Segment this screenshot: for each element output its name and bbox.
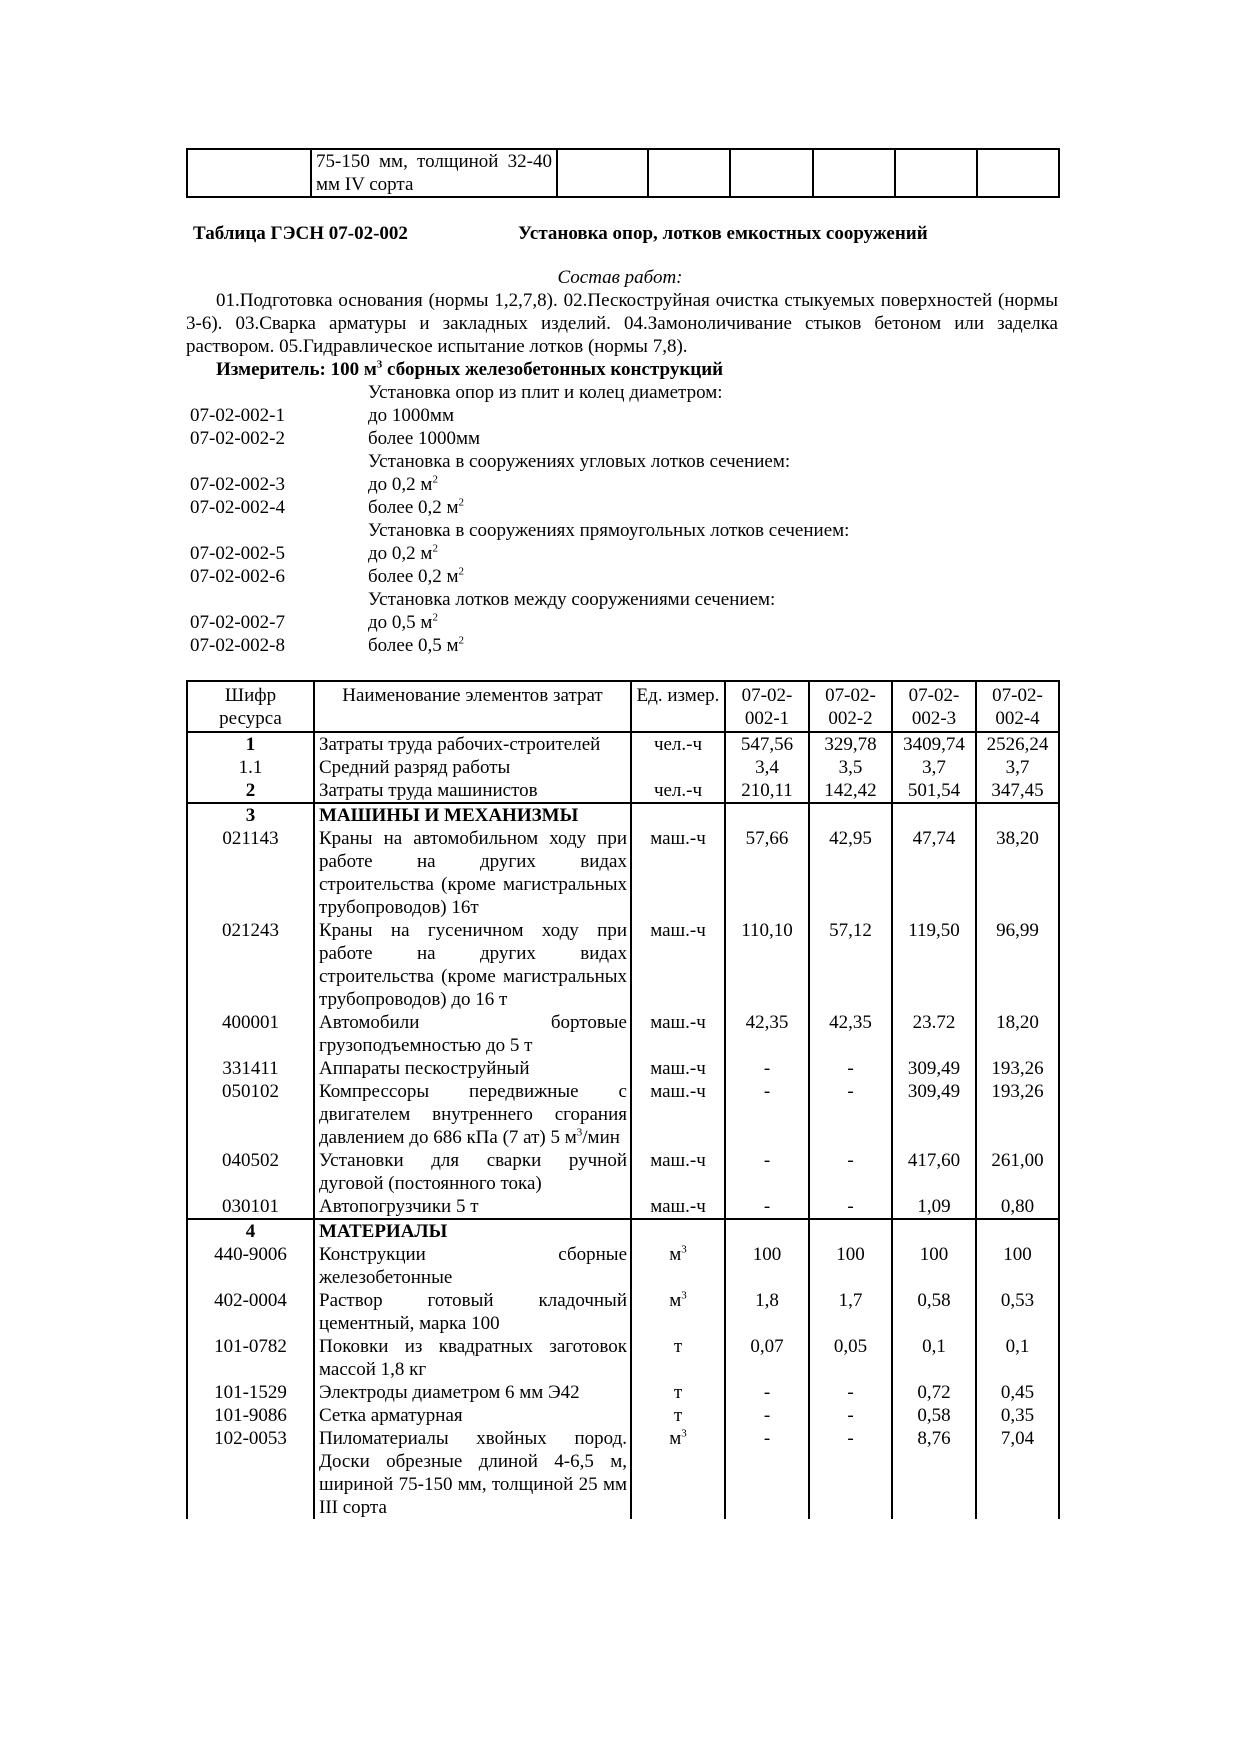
norm-description — [368, 404, 454, 427]
norm-description — [368, 473, 438, 496]
unit-text: м — [669, 1428, 682, 1449]
norm-code: 07-02-002-4 — [190, 497, 285, 518]
measure-unit — [216, 358, 723, 381]
norm-value: 210,11 — [725, 779, 809, 803]
resource-code: 331411 — [187, 1057, 314, 1080]
norm-description-text: более 0,2 м — [368, 497, 459, 518]
value-cell — [648, 149, 730, 197]
resource-name: Краны на автомобильном ходу при работе на других видах строительства (кроме магистральных трубопроводов) 16т — [314, 827, 631, 919]
unit-of-measure — [631, 1335, 725, 1381]
unit-text: маш.-ч — [650, 1058, 706, 1079]
resource-code: 4 — [187, 1219, 314, 1243]
table-row — [187, 1195, 1059, 1219]
unit-of-measure — [631, 1195, 725, 1219]
norm-value: 47,74 — [892, 827, 976, 919]
norm-value — [892, 803, 976, 827]
unit-of-measure — [631, 779, 725, 803]
unit-of-measure — [631, 919, 725, 1011]
unit-text: т — [673, 1405, 683, 1426]
resource-name: Пиломатериалы хвойных пород. Доски обрезные длиной 4-6,5 м, шириной 75-150 мм, толщиной 25 мм III сорта — [314, 1427, 631, 1519]
resource-code: 400001 — [187, 1011, 314, 1057]
norm-value: 501,54 — [892, 779, 976, 803]
resource-code: 3 — [187, 803, 314, 827]
norm-description — [368, 519, 849, 542]
table-row — [187, 1289, 1059, 1335]
resource-name: Средний разряд работы — [314, 756, 631, 779]
resource-code: 1.1 — [187, 756, 314, 779]
norm-value: 57,66 — [725, 827, 809, 919]
unit-of-measure — [631, 1381, 725, 1404]
norm-value — [809, 1219, 892, 1243]
norm-description-text: более 0,2 м — [368, 566, 459, 587]
norm-description — [368, 565, 464, 588]
composition-title: Состав работ: — [557, 267, 683, 288]
code-cell — [187, 149, 311, 197]
norm-group-title — [190, 381, 1060, 404]
value-cell — [977, 149, 1059, 197]
norm-value: 0,53 — [976, 1289, 1059, 1335]
resource-name: Установки для сварки ручной дуговой (постоянного тока) — [314, 1149, 631, 1195]
norm-value: - — [809, 1404, 892, 1427]
unit-of-measure — [631, 803, 725, 827]
resource-code: 402-0004 — [187, 1289, 314, 1335]
norm-codes-list — [190, 381, 1060, 657]
unit-text: маш.-ч — [650, 1012, 706, 1033]
resource-code: 101-1529 — [187, 1381, 314, 1404]
norm-value: - — [809, 1057, 892, 1080]
resource-name: Краны на гусеничном ходу при работе на других видах строительства (кроме магистральных трубопроводов) до 16 т — [314, 919, 631, 1011]
table-row — [187, 803, 1059, 827]
unit-of-measure — [631, 1149, 725, 1195]
table-row — [187, 1404, 1059, 1427]
unit-of-measure — [631, 732, 725, 756]
unit-of-measure — [631, 1289, 725, 1335]
continuation-table — [186, 148, 1060, 198]
unit-of-measure — [631, 1427, 725, 1519]
norm-description-text: до 1000мм — [368, 405, 454, 426]
unit-superscript: 2 — [432, 473, 438, 486]
resource-code: 030101 — [187, 1195, 314, 1219]
norm-value — [725, 1219, 809, 1243]
norm-value: 547,56 — [725, 732, 809, 756]
norm-value: 329,78 — [809, 732, 892, 756]
norm-value: 23.72 — [892, 1011, 976, 1057]
norm-value: 347,45 — [976, 779, 1059, 803]
norm-value: 38,20 — [976, 827, 1059, 919]
norm-description-text: Установка лотков между сооружениями сечением: — [368, 589, 776, 610]
norm-value: 42,95 — [809, 827, 892, 919]
norm-value: - — [809, 1149, 892, 1195]
norm-value — [892, 1219, 976, 1243]
norm-value: 42,35 — [809, 1011, 892, 1057]
norm-value: - — [725, 1057, 809, 1080]
table-row — [187, 1381, 1059, 1404]
resource-name: Затраты труда рабочих-строителей — [314, 732, 631, 756]
norm-value — [976, 803, 1059, 827]
unit-superscript: 3 — [681, 1427, 687, 1440]
norm-description — [368, 634, 464, 657]
norm-code-item — [190, 611, 1060, 634]
unit-text: чел.-ч — [653, 780, 703, 801]
norm-value: - — [725, 1149, 809, 1195]
norm-description-text: более 1000мм — [368, 428, 481, 449]
norm-value: 100 — [976, 1243, 1059, 1289]
norm-description-text: до 0,2 м — [368, 543, 433, 564]
table-row — [187, 756, 1059, 779]
composition-text: 01.Подготовка основания (нормы 1,2,7,8). 02.Пескоструйная очистка стыкуемых поверхностей (нормы 3-6). 03.Сварка арматуры и закладных изделий. 04.Замоноличивание стыков бетоном или заделка раствором. 05.Гидравлическое испытание лотков (нормы 7,8). — [186, 290, 1058, 357]
norm-description — [368, 427, 480, 450]
resource-name: Автопогрузчики 5 т — [314, 1195, 631, 1219]
norm-value: 42,35 — [725, 1011, 809, 1057]
norm-value: 0,45 — [976, 1381, 1059, 1404]
norm-value: 1,8 — [725, 1289, 809, 1335]
resource-name: Поковки из квадратных заготовок массой 1,8 кг — [314, 1335, 631, 1381]
header-name: Наименование элементов затрат — [314, 681, 631, 732]
norm-code: 07-02-002-3 — [190, 474, 285, 495]
norm-value: 0,72 — [892, 1381, 976, 1404]
norm-code: 07-02-002-8 — [190, 635, 285, 656]
unit-of-measure — [631, 1219, 725, 1243]
unit-superscript: 3 — [681, 1289, 687, 1302]
norm-value: 0,80 — [976, 1195, 1059, 1219]
norm-code-item — [190, 565, 1060, 588]
resource-code: 021143 — [187, 827, 314, 919]
norm-value: 96,99 — [976, 919, 1059, 1011]
header-code: Шифр ресурса — [187, 681, 314, 732]
measure-sup: 3 — [376, 358, 383, 371]
norm-value: 100 — [809, 1243, 892, 1289]
measure-prefix: Измеритель: 100 м — [216, 359, 377, 380]
resource-name: Сетка арматурная — [314, 1404, 631, 1427]
unit-superscript: 2 — [432, 611, 438, 624]
norm-value: 8,76 — [892, 1427, 976, 1519]
table-row — [187, 779, 1059, 803]
resource-name: Автомобили бортовые грузоподъемностью до 5 т — [314, 1011, 631, 1057]
unit-text: маш.-ч — [650, 1150, 706, 1171]
header-col-3: 07-02-002-3 — [892, 681, 976, 732]
norm-value: 1,7 — [809, 1289, 892, 1335]
norm-value: 100 — [892, 1243, 976, 1289]
section-title: Установка опор, лотков емкостных сооружений — [518, 223, 928, 244]
unit-superscript: 3 — [576, 1126, 583, 1139]
resource-code: 101-0782 — [187, 1335, 314, 1381]
table-header-row — [187, 681, 1059, 732]
norm-value: 0,58 — [892, 1289, 976, 1335]
unit-text: м — [669, 1244, 682, 1265]
value-cell — [895, 149, 977, 197]
norm-code: 07-02-002-1 — [190, 405, 285, 426]
norm-value: 0,07 — [725, 1335, 809, 1381]
unit-text: чел.-ч — [653, 734, 703, 755]
norm-code-item — [190, 473, 1060, 496]
table-row — [187, 732, 1059, 756]
norm-code-item — [190, 496, 1060, 519]
norm-value: 0,58 — [892, 1404, 976, 1427]
unit-text: т — [673, 1336, 683, 1357]
unit-superscript: 2 — [458, 565, 465, 578]
unit-text: маш.-ч — [650, 1196, 706, 1217]
norm-value: 0,35 — [976, 1404, 1059, 1427]
table-row — [187, 1011, 1059, 1057]
norm-value: 100 — [725, 1243, 809, 1289]
table-row — [187, 919, 1059, 1011]
unit-text: маш.-ч — [650, 920, 706, 941]
norm-value: 3,4 — [725, 756, 809, 779]
norm-value: - — [725, 1381, 809, 1404]
table-row — [187, 1080, 1059, 1149]
unit-text: маш.-ч — [650, 828, 706, 849]
norm-code-item — [190, 634, 1060, 657]
norm-value: 142,42 — [809, 779, 892, 803]
norm-group-title — [190, 519, 1060, 542]
norm-value: - — [725, 1427, 809, 1519]
norm-code-item — [190, 427, 1060, 450]
unit-superscript: 2 — [458, 496, 465, 509]
header-col-4: 07-02-002-4 — [976, 681, 1059, 732]
resource-code: 021243 — [187, 919, 314, 1011]
norm-value: - — [725, 1080, 809, 1149]
norm-description — [368, 588, 775, 611]
unit-of-measure — [631, 1243, 725, 1289]
norm-value: - — [809, 1080, 892, 1149]
norm-value: 7,04 — [976, 1427, 1059, 1519]
unit-text: маш.-ч — [650, 1081, 706, 1102]
value-cell — [730, 149, 813, 197]
norm-value: 1,09 — [892, 1195, 976, 1219]
unit-of-measure — [631, 1404, 725, 1427]
norm-code: 07-02-002-5 — [190, 543, 285, 564]
norm-code-item — [190, 542, 1060, 565]
norm-value: 57,12 — [809, 919, 892, 1011]
norm-value: 193,26 — [976, 1080, 1059, 1149]
norm-value: 309,49 — [892, 1080, 976, 1149]
norm-value: 309,49 — [892, 1057, 976, 1080]
unit-text: т — [673, 1382, 683, 1403]
norm-description — [368, 611, 438, 634]
norm-code: 07-02-002-6 — [190, 566, 285, 587]
norm-description-text: до 0,5 м — [368, 612, 433, 633]
table-row — [187, 1335, 1059, 1381]
norm-value: 3,7 — [892, 756, 976, 779]
norm-description-text: Установка опор из плит и колец диаметром: — [368, 382, 723, 403]
norm-value: 417,60 — [892, 1149, 976, 1195]
norm-value: 18,20 — [976, 1011, 1059, 1057]
norm-value: 3,5 — [809, 756, 892, 779]
norm-value: 2526,24 — [976, 732, 1059, 756]
unit-superscript: 3 — [681, 1243, 687, 1256]
table-row — [187, 1243, 1059, 1289]
norm-value: 193,26 — [976, 1057, 1059, 1080]
table-row — [187, 1219, 1059, 1243]
norm-value: - — [725, 1404, 809, 1427]
norm-value: - — [809, 1195, 892, 1219]
resources-table — [186, 680, 1060, 1519]
unit-of-measure — [631, 827, 725, 919]
unit-text: м — [669, 1290, 682, 1311]
norm-value: - — [809, 1427, 892, 1519]
resource-name: Раствор готовый кладочный цементный, марка 100 — [314, 1289, 631, 1335]
resource-name: Затраты труда машинистов — [314, 779, 631, 803]
resource-code: 2 — [187, 779, 314, 803]
norm-value — [725, 803, 809, 827]
table-row — [187, 149, 1059, 197]
norm-description-text: более 0,5 м — [368, 635, 459, 656]
norm-value: 261,00 — [976, 1149, 1059, 1195]
table-row — [187, 1149, 1059, 1195]
header-col-2: 07-02-002-2 — [809, 681, 892, 732]
norm-value: - — [725, 1195, 809, 1219]
value-cell — [813, 149, 895, 197]
norm-code: 07-02-002-2 — [190, 428, 285, 449]
norm-value — [976, 1219, 1059, 1243]
resource-name: МАШИНЫ И МЕХАНИЗМЫ — [314, 803, 631, 827]
norm-value: 119,50 — [892, 919, 976, 1011]
norm-value: 3409,74 — [892, 732, 976, 756]
resource-name: Компрессоры передвижные с двигателем внутреннего сгорания давлением до 686 кПа (7 ат) 5 $м^3$/мин — [314, 1080, 631, 1149]
unit-superscript: 2 — [458, 634, 465, 647]
norm-description-text: до 0,2 м — [368, 474, 433, 495]
resource-name: Конструкции сборные железобетонные — [314, 1243, 631, 1289]
unit-of-measure — [631, 1080, 725, 1149]
norm-value — [809, 803, 892, 827]
resource-code: 040502 — [187, 1149, 314, 1195]
resource-code: 050102 — [187, 1080, 314, 1149]
norm-description — [368, 450, 790, 473]
norm-description-text: Установка в сооружениях прямоугольных лотков сечением: — [368, 520, 850, 541]
norm-value: 0,05 — [809, 1335, 892, 1381]
measure-suffix: сборных железобетонных конструкций — [382, 359, 724, 380]
unit-of-measure — [631, 1057, 725, 1080]
table-row — [187, 827, 1059, 919]
norm-description — [368, 542, 438, 565]
resource-name: Аппараты пескоструйный — [314, 1057, 631, 1080]
norm-description — [368, 381, 723, 404]
norm-value: - — [809, 1381, 892, 1404]
resource-name: Электроды диаметром 6 мм Э42 — [314, 1381, 631, 1404]
table-label: Таблица ГЭСН 07-02-002 — [193, 223, 408, 244]
norm-value: 110,10 — [725, 919, 809, 1011]
unit-superscript: 2 — [432, 542, 438, 555]
table-row — [187, 1057, 1059, 1080]
description-cell: 75-150 мм, толщиной 32-40 мм IV сорта — [311, 149, 557, 197]
norm-group-title — [190, 450, 1060, 473]
resource-code: 101-9086 — [187, 1404, 314, 1427]
norm-value: 3,7 — [976, 756, 1059, 779]
norm-code: 07-02-002-7 — [190, 612, 285, 633]
unit-of-measure — [631, 756, 725, 779]
header-unit: Ед. измер. — [631, 681, 725, 732]
norm-value: 0,1 — [892, 1335, 976, 1381]
unit-of-measure — [631, 1011, 725, 1057]
norm-description — [368, 496, 464, 519]
norm-value: 0,1 — [976, 1335, 1059, 1381]
norm-code-item — [190, 404, 1060, 427]
resource-code: 102-0053 — [187, 1427, 314, 1519]
resource-name: МАТЕРИАЛЫ — [314, 1219, 631, 1243]
table-row — [187, 1427, 1059, 1519]
norm-description-text: Установка в сооружениях угловых лотков сечением: — [368, 451, 791, 472]
value-cell — [557, 149, 648, 197]
resource-code: 440-9006 — [187, 1243, 314, 1289]
resource-code: 1 — [187, 732, 314, 756]
header-col-1: 07-02-002-1 — [725, 681, 809, 732]
norm-group-title — [190, 588, 1060, 611]
